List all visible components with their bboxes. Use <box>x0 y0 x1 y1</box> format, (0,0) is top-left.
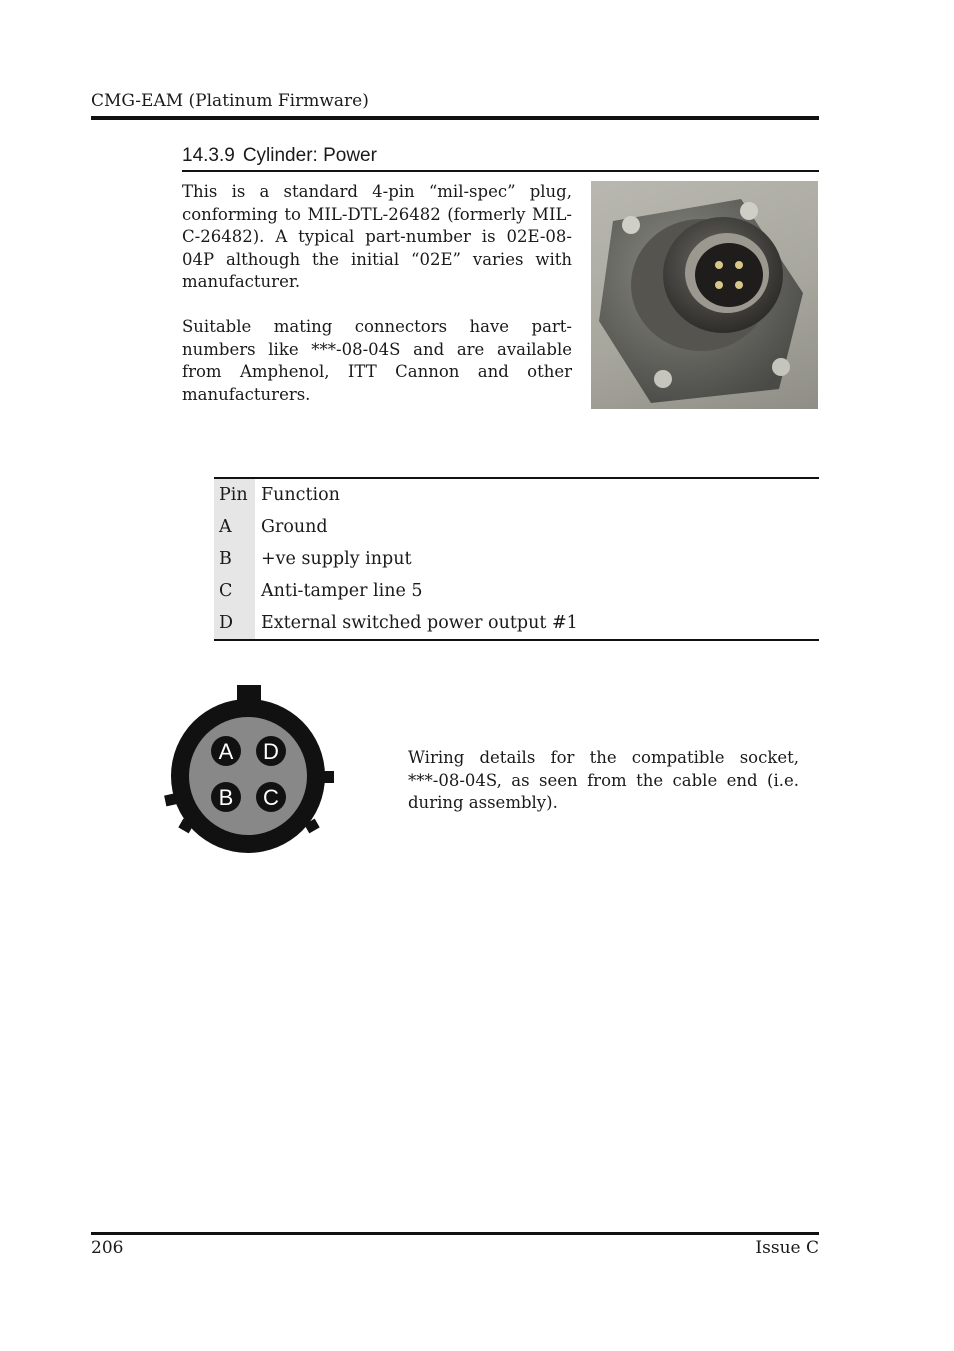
function-cell: Ground <box>261 517 328 537</box>
issue-label: Issue C <box>755 1238 819 1258</box>
table-row <box>214 607 819 640</box>
table-row <box>214 543 819 575</box>
intro-paragraph-2: Suitable mating connectors have part-numbers like ***-08-04S and are available from Amphenol, ITT Cannon and other manufacturers. <box>182 316 572 404</box>
connector-photo <box>591 181 818 409</box>
intro-paragraph-1: This is a standard 4-pin “mil-spec” plug, conforming to MIL-DTL-26482 (formerly MIL-C-26482). A typical part-number is 02E-08-04P although the initial “02E” varies with manufacturer. <box>182 182 572 292</box>
function-column-header: Function <box>261 485 340 505</box>
header-rule <box>91 116 819 120</box>
pin-cell: A <box>214 511 255 543</box>
pin-a-label: A <box>218 739 234 764</box>
socket-diagram-drawing <box>160 680 340 860</box>
function-cell: External switched power output #1 <box>261 613 578 633</box>
table-row <box>214 511 819 543</box>
connector-photo-drawing <box>591 181 818 409</box>
pin-cell: D <box>214 607 255 640</box>
page-number: 206 <box>91 1238 124 1258</box>
pin-function-table <box>214 477 819 641</box>
pin-column-header: Pin <box>214 478 255 511</box>
socket-wiring-diagram <box>160 680 340 860</box>
pin-cell: B <box>214 543 255 575</box>
running-header: CMG-EAM (Platinum Firmware) <box>91 91 369 111</box>
section-title: Cylinder: Power <box>242 145 377 166</box>
function-cell: +ve supply input <box>261 549 412 569</box>
footer-rule <box>91 1232 819 1235</box>
pin-d-label: D <box>263 739 279 764</box>
pin-cell: C <box>214 575 255 607</box>
table-row <box>214 575 819 607</box>
socket-caption: Wiring details for the compatible socket, ***-08-04S, as seen from the cable end (i.e. during assembly). <box>408 748 799 813</box>
pin-c-label: C <box>263 785 279 810</box>
socket-key-top <box>237 685 261 701</box>
table-header-row <box>214 478 819 511</box>
intro-text <box>182 181 572 428</box>
pin-b-label: B <box>218 785 234 810</box>
socket-insert <box>189 717 307 835</box>
function-cell: Anti-tamper line 5 <box>261 581 423 601</box>
section-heading <box>182 144 819 172</box>
section-number: 14.3.9 <box>182 145 235 166</box>
